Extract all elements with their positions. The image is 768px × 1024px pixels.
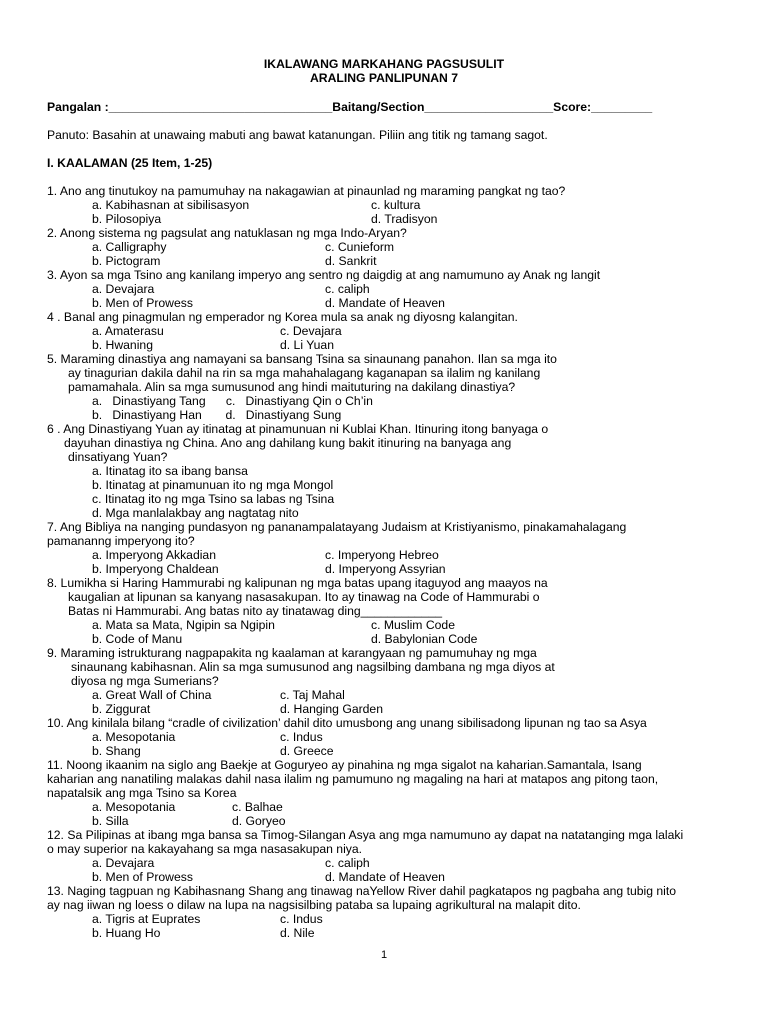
- q9-option-b: b. Ziggurat: [92, 702, 151, 716]
- q5-options-b-d: b. Dinastiyang Han d. Dinastiyang Sung: [92, 408, 342, 422]
- q12-option-a: a. Devajara: [92, 856, 155, 870]
- q12-option-d: d. Mandate of Heaven: [325, 870, 445, 884]
- question-7: 7. Ang Bibliya na nanging pundasyon ng pananampalatayang Judaism at Kristiyanismo, pinakamahalagang: [47, 520, 627, 534]
- question-13-line-2: ay nag iiwan ng loess o dilaw na lupa na nagsisilbing pataba sa lupaing agrikultural na malapit dito.: [47, 898, 581, 912]
- section-title: I. KAALAMAN (25 Item, 1-25): [47, 156, 213, 170]
- q8-option-a: a. Mata sa Mata, Ngipin sa Ngipin: [92, 618, 275, 632]
- q6-option-c: c. Itinatag ito ng mga Tsino sa labas ng Tsina: [92, 492, 335, 506]
- q3-option-d: d. Mandate of Heaven: [325, 296, 445, 310]
- q11-option-c: c. Balhae: [232, 800, 283, 814]
- q6-option-d: d. Mga manlalakbay ang nagtatag nito: [92, 506, 299, 520]
- q1-option-d: d. Tradisyon: [371, 212, 438, 226]
- q10-option-d: d. Greece: [280, 744, 334, 758]
- question-6: 6 . Ang Dinastiyang Yuan ay itinatag at pinamunuan ni Kublai Khan. Itinuring itong banyaga o: [47, 422, 549, 436]
- q13-option-a: a. Tigris at Euprates: [92, 912, 201, 926]
- question-6-line-2: dayuhan dinastiya ng China. Ano ang dahilang kung bakit itinuring na banyaga ang: [64, 436, 512, 450]
- q3-option-c: c. caliph: [325, 282, 370, 296]
- question-8: 8. Lumikha si Haring Hammurabi ng kalipunan ng mga batas upang itaguyod ang maayos na: [47, 576, 548, 590]
- q1-option-a: a. Kabihasnan at sibilisasyon: [92, 198, 250, 212]
- q6-option-b: b. Itinatag at pinamunuan ito ng mga Mongol: [92, 478, 334, 492]
- q7-option-a: a. Imperyong Akkadian: [92, 548, 216, 562]
- question-11-line-3: napatalsik ang mga Tsino sa Korea: [47, 786, 237, 800]
- q12-option-b: b. Men of Prowess: [92, 870, 193, 884]
- q7-option-d: d. Imperyong Assyrian: [325, 562, 446, 576]
- question-3: 3. Ayon sa mga Tsino ang kanilang imperyo ang sentro ng daigdig at ang namumuno ay Anak ng langit: [47, 268, 601, 282]
- q9-option-a: a. Great Wall of China: [92, 688, 212, 702]
- q5-options-a-c: a. Dinastiyang Tang c. Dinastiyang Qin o Ch’in: [92, 394, 373, 408]
- question-8-line-3: Batas ni Hammurabi. Ang batas nito ay tinatawag ding____________: [68, 604, 443, 618]
- question-5-line-3: pamamahala. Alin sa mga sumusunod ang hindi maituturing na dakilang dinastiya?: [68, 380, 516, 394]
- q10-option-b: b. Shang: [92, 744, 141, 758]
- question-1: 1. Ano ang tinutukoy na pamumuhay na nakagawian at pinaunlad ng maraming pangkat ng tao?: [47, 184, 566, 198]
- q10-option-c: c. Indus: [280, 730, 323, 744]
- q6-option-a: a. Itinatag ito sa ibang bansa: [92, 464, 248, 478]
- question-4: 4 . Banal ang pinagmulan ng emperador ng Korea mula sa anak ng diyosng kalangitan.: [47, 310, 518, 324]
- question-11-line-2: kaharian ang nanatiling malakas dahil nasa ilalim ng pamumuno ng magaling na hari at matapos ang pitong taon,: [47, 772, 659, 786]
- q3-option-b: b. Men of Prowess: [92, 296, 193, 310]
- question-12-line-2: o may superior na kakayahang sa mga nasasakupan niya.: [47, 842, 363, 856]
- q8-option-d: d. Babylonian Code: [371, 632, 478, 646]
- q11-option-a: a. Mesopotania: [92, 800, 176, 814]
- q2-option-c: c. Cunieform: [325, 240, 395, 254]
- q9-option-c: c. Taj Mahal: [280, 688, 345, 702]
- question-10: 10. Ang kinilala bilang “cradle of civilization’ dahil dito umusbong ang unang sibilisadong lipunan ng tao sa Asya: [47, 716, 647, 730]
- q8-option-b: b. Code of Manu: [92, 632, 183, 646]
- q9-option-d: d. Hanging Garden: [280, 702, 383, 716]
- q13-option-d: d. Nile: [280, 926, 315, 940]
- page-number: 1: [380, 949, 388, 961]
- question-2: 2. Anong sistema ng pagsulat ang natuklasan ng mga Indo-Aryan?: [47, 226, 407, 240]
- q4-option-d: d. Li Yuan: [280, 338, 334, 352]
- q13-option-c: c. Indus: [280, 912, 323, 926]
- q11-option-b: b. Silla: [92, 814, 129, 828]
- q4-option-b: b. Hwaning: [92, 338, 153, 352]
- question-5-line-2: ay tinagurian dakila dahil na rin sa mga mahahalagang kaganapan sa ilalim ng kanilang: [68, 366, 541, 380]
- question-13: 13. Naging tagpuan ng Kabihasnang Shang ang tinawag naYellow River dahil pagkatapos ng pagbaha ang tubig nito: [47, 884, 677, 898]
- question-8-line-2: kaugalian at lipunan sa kanyang nasasakupan. Ito ay tinawag na Code of Hammurabi o: [68, 590, 540, 604]
- q7-option-b: b. Imperyong Chaldean: [92, 562, 219, 576]
- q2-option-a: a. Calligraphy: [92, 240, 167, 254]
- q7-option-c: c. Imperyong Hebreo: [325, 548, 439, 562]
- instructions: Panuto: Basahin at unawaing mabuti ang bawat katanungan. Piliin ang titik ng tamang sagot.: [47, 128, 548, 142]
- q4-option-a: a. Amaterasu: [92, 324, 164, 338]
- q1-option-b: b. Pilosopiya: [92, 212, 162, 226]
- question-9-line-3: diyosa ng mga Sumerians?: [71, 674, 219, 688]
- q12-option-c: c. caliph: [325, 856, 370, 870]
- q13-option-b: b. Huang Ho: [92, 926, 161, 940]
- question-9-line-2: sinaunang kabihasnan. Alin sa mga sumusunod ang nagsilbing dambana ng mga diyos at: [71, 660, 555, 674]
- q1-option-c: c. kultura: [371, 198, 421, 212]
- q11-option-d: d. Goryeo: [232, 814, 286, 828]
- q4-option-c: c. Devajara: [280, 324, 342, 338]
- q3-option-a: a. Devajara: [92, 282, 155, 296]
- exam-title: IKALAWANG MARKAHANG PAGSUSULIT: [263, 57, 505, 71]
- q10-option-a: a. Mesopotania: [92, 730, 176, 744]
- question-11: 11. Noong ikaanim na siglo ang Baekje at Goguryeo ay pinahina ng mga sigalot na kaharian.Samantala, Isang: [47, 758, 642, 772]
- question-7-line-2: pamananng imperyong ito?: [47, 534, 195, 548]
- question-5: 5. Maraming dinastiya ang namayani sa bansang Tsina sa sinaunang panahon. Ilan sa mga ito: [47, 352, 557, 366]
- question-6-line-3: dinsatiyang Yuan?: [68, 450, 168, 464]
- q2-option-d: d. Sankrit: [325, 254, 377, 268]
- student-info-line: Pangalan :_________________________________Baitang/Section___________________Score:_________: [47, 100, 653, 114]
- exam-subtitle: ARALING PANLIPUNAN 7: [309, 71, 459, 85]
- q8-option-c: c. Muslim Code: [371, 618, 455, 632]
- question-12: 12. Sa Pilipinas at ibang mga bansa sa Timog-Silangan Asya ang mga namumuno ay dapat na natatanging mga lalaki: [47, 828, 684, 842]
- q2-option-b: b. Pictogram: [92, 254, 161, 268]
- question-9: 9. Maraming istrukturang nagpapakita ng kaalaman at karangyaan ng pamumuhay ng mga: [47, 646, 537, 660]
